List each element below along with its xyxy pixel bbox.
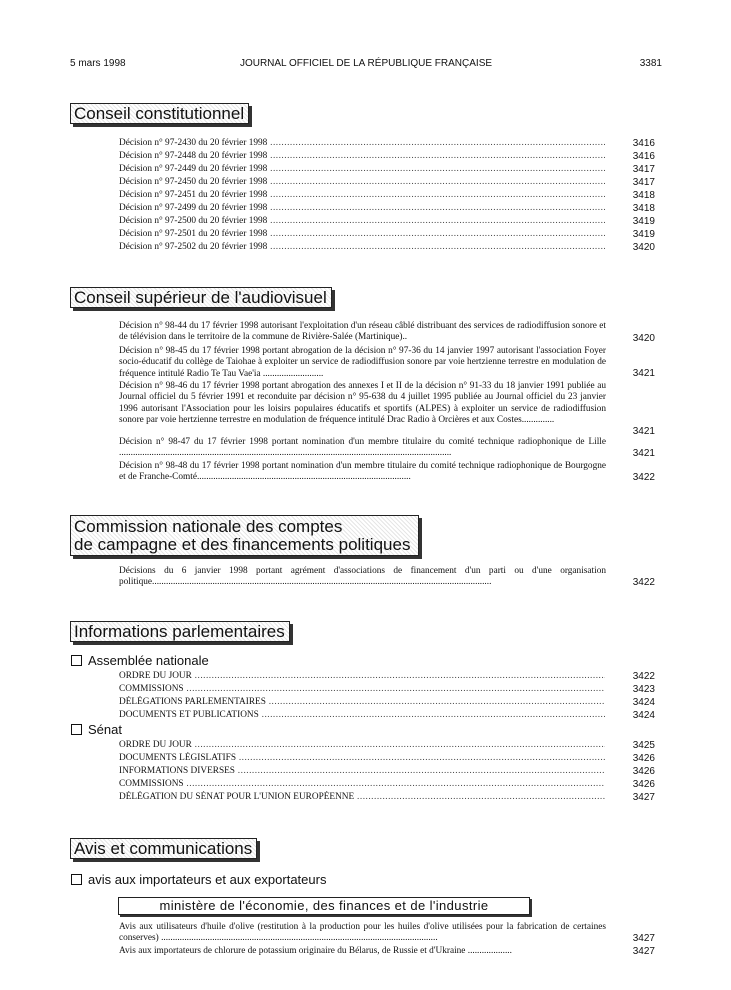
toc-row-page: 3424: [632, 697, 655, 708]
toc-row-text: DÉLÉGATION DU SÉNAT POUR L'UNION EUROPÉENNE .....: [119, 791, 605, 804]
toc-row[interactable]: [0, 739, 731, 752]
csa-entry-page: 3422: [632, 472, 655, 483]
section-title-line-2: de campagne et des financements politiques: [74, 535, 411, 554]
toc-row-page: 3419: [632, 229, 655, 240]
toc-row[interactable]: [0, 163, 731, 176]
toc-row-page: 3426: [632, 779, 655, 790]
avis-entry-page: 3427: [632, 946, 655, 957]
toc-row-page: 3422: [632, 671, 655, 682]
toc-row-page: 3426: [632, 753, 655, 764]
ministry-heading-text: ministère de l'économie, des finances et de l'industrie: [159, 898, 489, 913]
toc-row-page: 3419: [632, 216, 655, 227]
section-title-parlement: [70, 621, 290, 642]
section-title-avis: [70, 838, 257, 859]
toc-row-page: 3417: [632, 164, 655, 175]
section-title-text: Conseil constitutionnel: [74, 104, 245, 123]
csa-entry-page: 3420: [632, 333, 655, 344]
toc-row[interactable]: [0, 241, 731, 254]
toc-row[interactable]: [0, 176, 731, 189]
toc-row-text: Décision n° 97-2500 du 20 février 1998 .....: [119, 215, 605, 228]
toc-row[interactable]: [0, 683, 731, 696]
toc-row-page: 3425: [632, 740, 655, 751]
toc-row-page: 3418: [632, 203, 655, 214]
toc-row-page: 3423: [632, 684, 655, 695]
toc-row-text: Décision n° 97-2451 du 20 février 1998 .....: [119, 189, 605, 202]
commission-entry-text: Décisions du 6 janvier 1998 portant agrément d'associations de financement d'un parti ou d'une organisation politique..................................................................................................................................................: [119, 566, 606, 588]
toc-row[interactable]: [0, 778, 731, 791]
csa-entry-text: Décision n° 98-45 du 17 février 1998 portant abrogation de la décision n° 97-36 du 14 janvier 1997 autorisant l'association Foyer socio-éducatif du collège de Taiohae à exploiter un service de radiodiffusion sonore par voie hertzienne terrestre en modulation de fréquence intitulé Radio Te Tau Vae'ia ..........................: [119, 346, 606, 379]
checkbox-square-icon: [71, 874, 82, 885]
toc-row[interactable]: [0, 150, 731, 163]
commission-entry-page: 3422: [632, 577, 655, 588]
header-journal-title: JOURNAL OFFICIEL DE LA RÉPUBLIQUE FRANÇAISE: [239, 58, 493, 69]
toc-row-page: 3426: [632, 766, 655, 777]
toc-row[interactable]: [0, 670, 731, 683]
avis-entry-page: 3427: [632, 933, 655, 944]
toc-senat: [0, 739, 731, 804]
toc-assemblee: [0, 670, 731, 722]
toc-row[interactable]: [0, 752, 731, 765]
toc-row-page: 3418: [632, 190, 655, 201]
toc-row[interactable]: [0, 696, 731, 709]
toc-row-text: COMMISSIONS .....: [119, 778, 605, 791]
subsection-assemblee: [71, 654, 209, 668]
toc-row-page: 3416: [632, 151, 655, 162]
toc-row-text: Décision n° 97-2499 du 20 février 1998 .....: [119, 202, 605, 215]
checkbox-square-icon: [71, 655, 82, 666]
toc-row-page: 3416: [632, 138, 655, 149]
toc-row-text: Décision n° 97-2502 du 20 février 1998 .....: [119, 241, 605, 254]
header-page-number: 3381: [639, 58, 662, 69]
subsection-senat: [71, 723, 122, 737]
toc-row-page: 3417: [632, 177, 655, 188]
toc-row-text: DOCUMENTS ET PUBLICATIONS .....: [119, 709, 605, 722]
csa-entry-text: Décision n° 98-46 du 17 février 1998 portant abrogation des annexes I et II de la décision n° 91-33 du 18 janvier 1991 publiée au Journal officiel du 5 février 1991 et reconduite par décision n° 95-638 du 4 juillet 1995 publiée au Journal officiel du 23 janvier 1996 autorisant l'Association pour les loisirs populaires éducatifs et sportifs (ALPES) à exploiter un service de radiodiffusion sonore par voie hertzienne terrestre en modulation de fréquence intitulé Drac Radio à Orcières et aux Costes..............: [119, 381, 606, 425]
section-title-text: Avis et communications: [74, 839, 253, 858]
subsection-label: Assemblée nationale: [88, 653, 209, 668]
section-title-line-1: Commission nationale des comptes: [74, 517, 343, 536]
toc-row-page: 3424: [632, 710, 655, 721]
toc-row-page: 3420: [632, 242, 655, 253]
toc-row[interactable]: [0, 709, 731, 722]
toc-row-text: COMMISSIONS .....: [119, 683, 605, 696]
ministry-heading: [118, 897, 530, 915]
csa-entry-text: Décision n° 98-47 du 17 février 1998 portant nomination d'un membre titulaire du comité technique radiophonique de Lille ...............................................................................................................................................: [119, 437, 606, 459]
toc-row-text: INFORMATIONS DIVERSES .....: [119, 765, 605, 778]
subsection-label: avis aux importateurs et aux exportateurs: [88, 872, 327, 887]
toc-row-text: ORDRE DU JOUR .....: [119, 670, 605, 683]
toc-conseil-constitutionnel: [0, 137, 731, 254]
csa-entry-text: Décision n° 98-48 du 17 février 1998 portant nomination d'un membre titulaire du comité technique radiophonique de Bourgogne et de Franche-Comté............................................................................................: [119, 461, 606, 483]
subsection-avis-importateurs: [71, 873, 326, 887]
toc-row[interactable]: [0, 228, 731, 241]
section-title-text: Conseil supérieur de l'audiovisuel: [74, 288, 327, 307]
toc-row-text: Décision n° 97-2450 du 20 février 1998 .....: [119, 176, 605, 189]
page-header: [70, 58, 662, 72]
checkbox-square-icon: [71, 724, 82, 735]
csa-entry-text: Décision n° 98-44 du 17 février 1998 autorisant l'exploitation d'un réseau câblé distribuant des services de radiodiffusion sonore et de télévision dans le territoire de la commune de Rivière-Salée (Martinique)..: [119, 321, 606, 343]
csa-entry-page: 3421: [632, 426, 655, 437]
csa-entry-page: 3421: [632, 368, 655, 379]
csa-entry-page: 3421: [632, 448, 655, 459]
toc-row-page: 3427: [632, 792, 655, 803]
toc-row-text: DÉLÉGATIONS PARLEMENTAIRES .....: [119, 696, 605, 709]
avis-entry-text: Avis aux importateurs de chlorure de potassium originaire du Bélarus, de Russie et d'Ukraine ...................: [119, 946, 512, 956]
toc-row[interactable]: [0, 215, 731, 228]
section-title-commission: [70, 515, 419, 556]
header-date: 5 mars 1998: [70, 58, 126, 69]
toc-row[interactable]: [0, 791, 731, 804]
toc-row-text: DOCUMENTS LÉGISLATIFS .....: [119, 752, 605, 765]
toc-row-text: Décision n° 97-2430 du 20 février 1998 .....: [119, 137, 605, 150]
toc-row[interactable]: [0, 189, 731, 202]
toc-row-text: Décision n° 97-2449 du 20 février 1998 .....: [119, 163, 605, 176]
section-title-csa: [70, 287, 332, 308]
toc-row-text: Décision n° 97-2501 du 20 février 1998 .....: [119, 228, 605, 241]
toc-row[interactable]: [0, 765, 731, 778]
avis-entry-text: Avis aux utilisateurs d'huile d'olive (restitution à la production pour les huiles d'olive utilisées pour la fabrication de certaines conserves) .......................................................................................................................: [119, 922, 606, 944]
section-title-text: Informations parlementaires: [74, 622, 285, 641]
section-title-conseil-constitutionnel: [70, 103, 249, 124]
toc-row[interactable]: [0, 202, 731, 215]
toc-row-text: Décision n° 97-2448 du 20 février 1998 .....: [119, 150, 605, 163]
subsection-label: Sénat: [88, 722, 122, 737]
toc-row[interactable]: [0, 137, 731, 150]
toc-row-text: ORDRE DU JOUR .....: [119, 739, 605, 752]
